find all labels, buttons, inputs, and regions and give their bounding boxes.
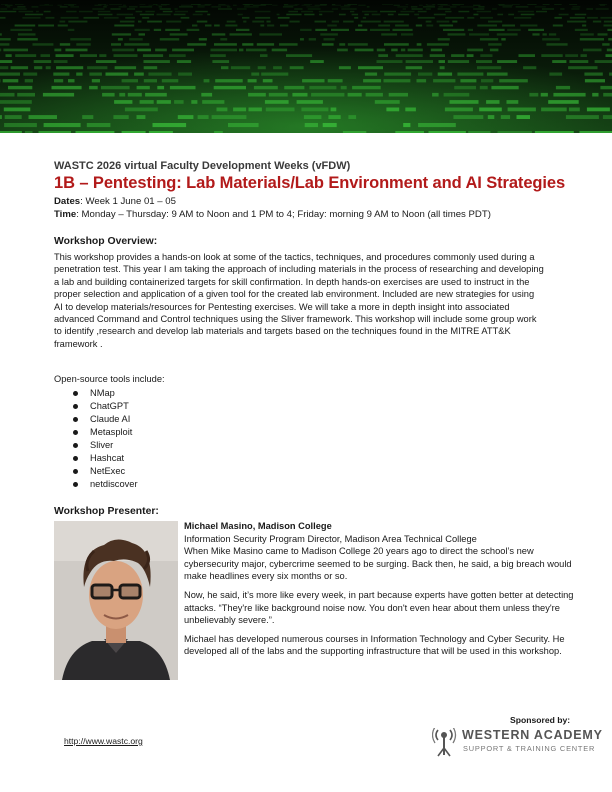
event-subtitle: WASTC 2026 virtual Faculty Development Weeks (vFDW) <box>54 160 351 172</box>
overview-heading: Workshop Overview: <box>54 236 158 247</box>
bullet-icon <box>73 391 78 396</box>
bullet-icon <box>73 456 78 461</box>
list-item <box>72 439 138 452</box>
wastc-website-link[interactable]: http://www.wastc.org <box>64 736 143 746</box>
tool-name: Hashcat <box>90 453 125 463</box>
bio-paragraph: When Mike Masino came to Madison College 20 years ago to direct the school’s new cybersecurity major, cybercrime seemed to be surging. Back then, he said, a big breach would make headlines every six months or so. <box>184 546 572 582</box>
presenter-bio <box>184 520 574 658</box>
list-item <box>72 413 138 426</box>
sponsor-name: WESTERN ACADEMY <box>462 728 603 742</box>
presenter-heading: Workshop Presenter: <box>54 506 159 517</box>
time-line <box>54 209 564 220</box>
tool-name: NMap <box>90 388 115 398</box>
list-item <box>72 452 138 465</box>
presenter-name: Michael Masino, Madison College <box>184 521 332 531</box>
tool-name: Metasploit <box>90 427 133 437</box>
presenter-photo <box>54 521 178 680</box>
dates-line <box>54 196 564 207</box>
dates-label: Dates <box>54 196 81 207</box>
dates-value: : Week 1 June 01 – 05 <box>80 196 176 207</box>
matrix-code-graphic <box>0 0 612 133</box>
time-value: : Monday – Thursday: 9 AM to Noon and 1 PM to 4; Friday: morning 9 AM to Noon (all times PDT) <box>76 209 491 220</box>
bullet-icon <box>73 430 78 435</box>
tool-name: ChatGPT <box>90 401 129 411</box>
sponsor-label: Sponsored by: <box>510 715 571 725</box>
tool-name: Sliver <box>90 440 114 450</box>
list-item <box>72 400 138 413</box>
bio-paragraph: Now, he said, it’s more like every week, in part because experts have gotten better at detecting attacks. “They're like background noise now. You don't even hear about them unless they're unbelievably severe.”. <box>184 589 574 626</box>
bullet-icon <box>73 482 78 487</box>
tool-name: netdiscover <box>90 479 138 489</box>
overview-paragraph: This workshop provides a hands-on look at some of the tactics, techniques, and procedures commonly used during a penetration test. This year I am taking the approach of including materials in the process of researching and developing a lab and building containerized targets for skill confirmation. In depth hands-on exercises are used to instruct in the proper selection and application of a given tool for the created lab environment. Included are new strategies for using AI to develop materials/resources for Pentesting exercises. We will take a more in depth insight into associated advanced Command and Control techniques using the Sliver framework. This workshop will include some group work to identify ,research and develop lab materials and targets based on the techniques found in the MITRE ATT&K framework . <box>54 252 544 349</box>
presenter-role: Information Security Program Director, Madison Area Technical College <box>184 533 477 544</box>
list-item <box>72 426 138 439</box>
workshop-title: 1B – Pentesting: Lab Materials/Lab Environment and AI Strategies <box>54 174 566 192</box>
bullet-icon <box>73 469 78 474</box>
tools-list <box>72 387 138 491</box>
tool-name: NetExec <box>90 466 126 476</box>
list-item <box>72 465 138 478</box>
tools-intro: Open-source tools include: <box>54 374 165 384</box>
bullet-icon <box>73 417 78 422</box>
bullet-icon <box>73 404 78 409</box>
header-banner-image <box>0 0 612 133</box>
sponsor-subtitle: SUPPORT & TRAINING CENTER <box>463 744 596 753</box>
time-label: Time <box>54 209 77 220</box>
bullet-icon <box>73 443 78 448</box>
tool-name: Claude AI <box>90 414 131 424</box>
list-item <box>72 478 138 491</box>
list-item <box>72 387 138 400</box>
bio-paragraph: Michael has developed numerous courses in Information Technology and Cyber Security. He developed all of the labs and the supporting infrastructure that will be used in this workshop. <box>184 633 565 657</box>
